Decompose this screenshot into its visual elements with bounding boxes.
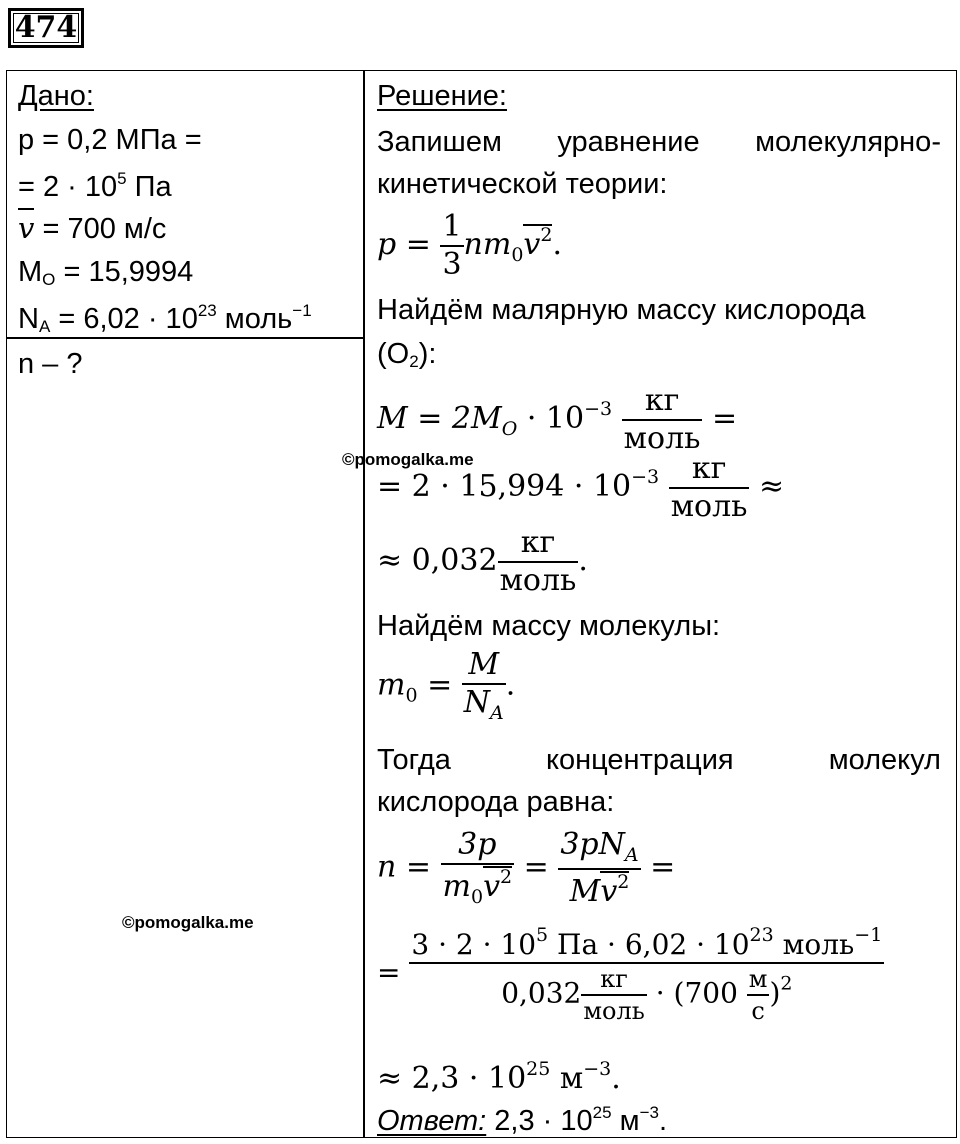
answer-label: Ответ: — [377, 1105, 487, 1137]
answer-line: Ответ: $2,3 \cdot 10^{25}$ $м^{-3}$. — [377, 1103, 668, 1137]
given-oxygen-mass: $M_O = 15,9994$ — [18, 256, 194, 289]
solution-line-7: кислорода равна: — [377, 786, 615, 818]
formula-concentration-result: ≈ $2,3 \cdot 10^{25}$ $м^{-3}$. — [377, 1058, 621, 1096]
formula-molecule-mass: $m_0$ = $\frac{M}{N_A}$ . — [377, 647, 516, 724]
given-header: Дано: — [18, 80, 94, 112]
watermark-bottom: ©pomogalka.me — [122, 913, 254, 932]
solution-line-1: Запишем уравнение молекулярно- — [377, 126, 941, 158]
formula-concentration: n = $\frac{3p}{m_0v^2}$ = $\frac{3pN_A}{Mv^2}$ = — [377, 827, 676, 909]
solution-line-2: кинетической теории: — [377, 168, 668, 200]
solution-line-5: Найдём массу молекулы: — [377, 610, 721, 642]
given-pressure-si: = $2 \cdot 10^5$ Па — [18, 169, 172, 203]
solution-header: Решение: — [377, 80, 507, 112]
solution-line-3: Найдём малярную массу кислорода — [377, 294, 866, 326]
given-avogadro: $N_A = 6,02 \cdot 10^{23}$ моль$^{-1}$ — [18, 301, 312, 336]
column-divider — [363, 70, 365, 1138]
formula-mkt: p = $\frac{1}{3}$ $nm_0v^2$. — [377, 209, 562, 282]
given-divider — [6, 337, 364, 339]
given-pressure: p = 0,2 МПа = — [18, 124, 202, 156]
formula-molar-mass-calc: = $2 \cdot 15,994 \cdot 10^{-3}$ $\frac{кг}{\text{моль}}$ ≈ — [377, 451, 785, 524]
watermark-top: ©pomogalka.me — [342, 450, 474, 469]
solution-line-6: Тогда концентрация молекул — [377, 744, 941, 776]
solution-line-4: $(O_2)$: — [377, 338, 437, 371]
formula-molar-mass-result: ≈ 0,032 $\frac{кг}{\text{моль}}$ . — [377, 525, 588, 598]
problem-number: 474 — [8, 8, 84, 48]
given-velocity: v = 700 м/с — [18, 214, 166, 244]
formula-concentration-calc: = $3 \cdot 2 \cdot 10^5$ Па · $6,02 \cdot 10^{23}$ моль$^{-1}$ 0,032 $\frac{кг}{\text{моль}}$ · (700 $\frac{м}{с}$ )$^2$ — [377, 924, 883, 1025]
find-label: n – ? — [18, 348, 83, 380]
formula-molar-mass: $M = 2M_O \cdot 10^{-3}$ $\frac{кг}{\text{моль}}$ = — [377, 383, 738, 456]
